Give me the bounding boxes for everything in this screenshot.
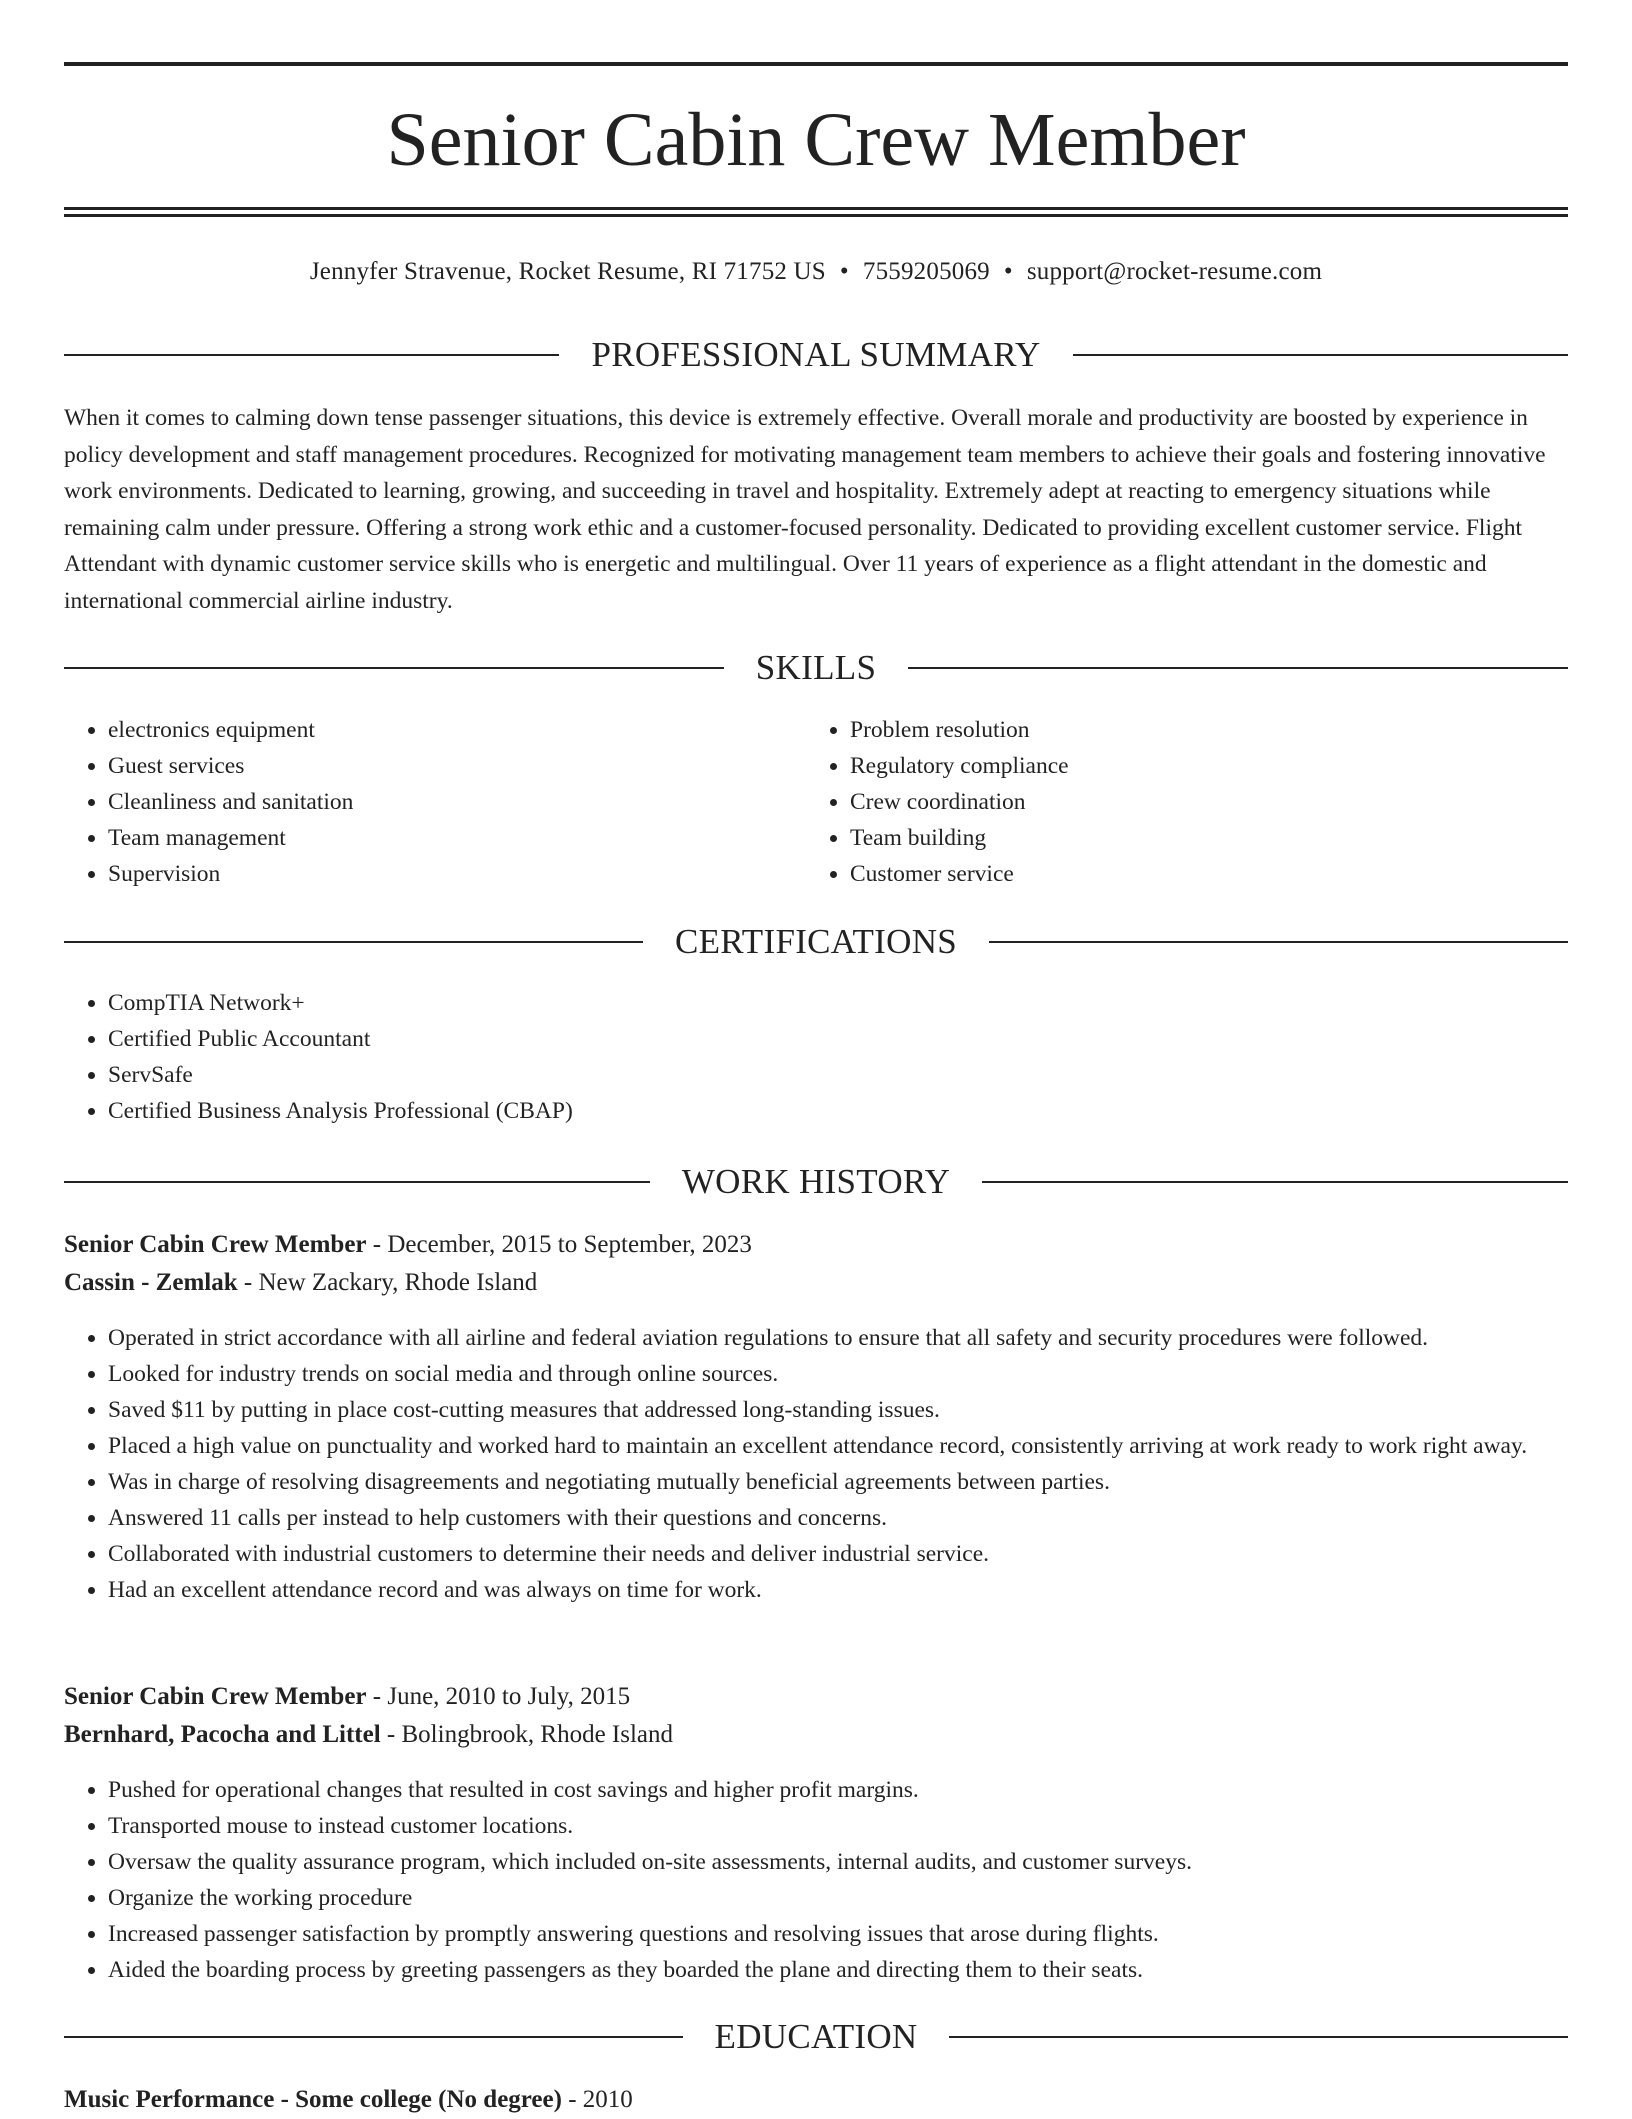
job-duty-item: • Aided the boarding process by greeting passengers as they boarded the plane and directing them to their seats.	[108, 1952, 1568, 1988]
section-title: SKILLS	[755, 648, 877, 687]
certification-item: • ServSafe	[108, 1057, 1568, 1093]
job-duty-item: • Oversaw the quality assurance program, which included on-site assessments, internal audits, and customer surveys.	[108, 1844, 1568, 1880]
job-company: Cassin - Zemlak	[64, 1269, 238, 1296]
contact-line	[64, 252, 1568, 292]
summary-section-header	[64, 333, 1568, 377]
job-role: Senior Cabin Crew Member	[64, 1231, 367, 1258]
job-company: Bernhard, Pacocha and Littel	[64, 1721, 381, 1748]
skill-item: • Regulatory compliance	[850, 748, 1550, 784]
job-duty-item: • Saved $11 by putting in place cost-cutting measures that addressed long-standing issues.	[108, 1392, 1568, 1428]
certification-item: • CompTIA Network+	[108, 985, 1568, 1021]
job-duty-item: • Collaborated with industrial customers to determine their needs and deliver industrial service.	[108, 1536, 1568, 1572]
divider	[64, 941, 643, 943]
divider	[908, 667, 1568, 669]
skill-item: • Cleanliness and sanitation	[108, 784, 808, 820]
education-degree: Music Performance - Some college (No degree)	[64, 2086, 562, 2113]
certification-item: • Certified Business Analysis Professional (CBAP)	[108, 1093, 1568, 1129]
job-duty-item: • Pushed for operational changes that resulted in cost savings and higher profit margins.	[108, 1772, 1568, 1808]
job-duties-list	[64, 1320, 1568, 1608]
job-location: - Bolingbrook, Rhode Island	[380, 1721, 674, 1748]
divider	[64, 354, 559, 356]
contact-phone: 7559205069	[862, 258, 990, 285]
job-title-line	[64, 1678, 1568, 1716]
job-duty-item: • Looked for industry trends on social media and through online sources.	[108, 1356, 1568, 1392]
section-title: CERTIFICATIONS	[674, 922, 958, 961]
job-dates: - December, 2015 to September, 2023	[366, 1231, 752, 1258]
job-company-line	[64, 1264, 1568, 1302]
top-rule	[64, 62, 1568, 66]
section-title: EDUCATION	[714, 2017, 918, 2056]
job-company-line	[64, 1716, 1568, 1754]
skills-list-right	[806, 712, 1550, 892]
job-title-line	[64, 1226, 1568, 1264]
job-location: - New Zackary, Rhode Island	[237, 1269, 538, 1296]
section-title: WORK HISTORY	[681, 1162, 951, 1201]
skills-list-left	[64, 712, 808, 892]
job-duty-item: • Organize the working procedure	[108, 1880, 1568, 1916]
page-title: Senior Cabin Crew Member	[386, 98, 1246, 182]
job-duty-item: • Placed a high value on punctuality and worked hard to maintain an excellent attendance record, consistently arriving at work ready to work right away.	[108, 1428, 1568, 1464]
job-duty-item: • Had an excellent attendance record and was always on time for work.	[108, 1572, 1568, 1608]
skills-section-header	[64, 646, 1568, 690]
contact-separator: •	[839, 258, 849, 285]
job-duty-item: • Was in charge of resolving disagreements and negotiating mutually beneficial agreements between parties.	[108, 1464, 1568, 1500]
certification-item: • Certified Public Accountant	[108, 1021, 1568, 1057]
education-section-header	[64, 2015, 1568, 2059]
job-duty-item: • Operated in strict accordance with all airline and federal aviation regulations to ensure that all safety and security procedures were followed.	[108, 1320, 1568, 1356]
title-rule-lower	[64, 214, 1568, 217]
certifications-section-header	[64, 920, 1568, 964]
divider	[1073, 354, 1568, 356]
contact-separator: •	[1003, 258, 1013, 285]
divider	[989, 941, 1568, 943]
divider	[64, 2036, 683, 2038]
job-dates: - June, 2010 to July, 2015	[366, 1683, 631, 1710]
skill-item: • electronics equipment	[108, 712, 808, 748]
divider	[982, 1181, 1568, 1183]
skill-item: • Supervision	[108, 856, 808, 892]
work-section-header	[64, 1160, 1568, 1204]
contact-address: Jennyfer Stravenue, Rocket Resume, RI 71752 US	[309, 258, 826, 285]
skill-item: • Customer service	[850, 856, 1550, 892]
education-line	[64, 2081, 1568, 2119]
section-title: PROFESSIONAL SUMMARY	[591, 335, 1041, 374]
education-year: - 2010	[561, 2086, 633, 2113]
summary-text: When it comes to calming down tense passenger situations, this device is extremely effective. Overall morale and productivity are boosted by experience in policy development and staff management procedures. Recognized for motivating management team members to achieve their goals and fostering innovative work environments. Dedicated to learning, growing, and succeeding in travel and hospitality. Extremely adept at reacting to emergency situations while remaining calm under pressure. Offering a strong work ethic and a customer-focused personality. Dedicated to providing excellent customer service. Flight Attendant with dynamic customer service skills who is energetic and multilingual. Over 11 years of experience as a flight attendant in the domestic and international commercial airline industry.	[64, 405, 1546, 614]
skill-item: • Crew coordination	[850, 784, 1550, 820]
job-duty-item: • Transported mouse to instead customer locations.	[108, 1808, 1568, 1844]
skill-item: • Problem resolution	[850, 712, 1550, 748]
title-rule-upper	[64, 207, 1568, 210]
job-duties-list	[64, 1772, 1568, 1988]
job-duty-item: • Increased passenger satisfaction by promptly answering questions and resolving issues that arose during flights.	[108, 1916, 1568, 1952]
skill-item: • Guest services	[108, 748, 808, 784]
skill-item: • Team building	[850, 820, 1550, 856]
job-duty-item: • Answered 11 calls per instead to help customers with their questions and concerns.	[108, 1500, 1568, 1536]
job-role: Senior Cabin Crew Member	[64, 1683, 367, 1710]
certifications-list	[64, 985, 1568, 1129]
contact-email[interactable]: support@rocket-resume.com	[1026, 258, 1323, 285]
divider	[949, 2036, 1568, 2038]
divider	[64, 1181, 650, 1183]
skill-item: • Team management	[108, 820, 808, 856]
divider	[64, 667, 724, 669]
